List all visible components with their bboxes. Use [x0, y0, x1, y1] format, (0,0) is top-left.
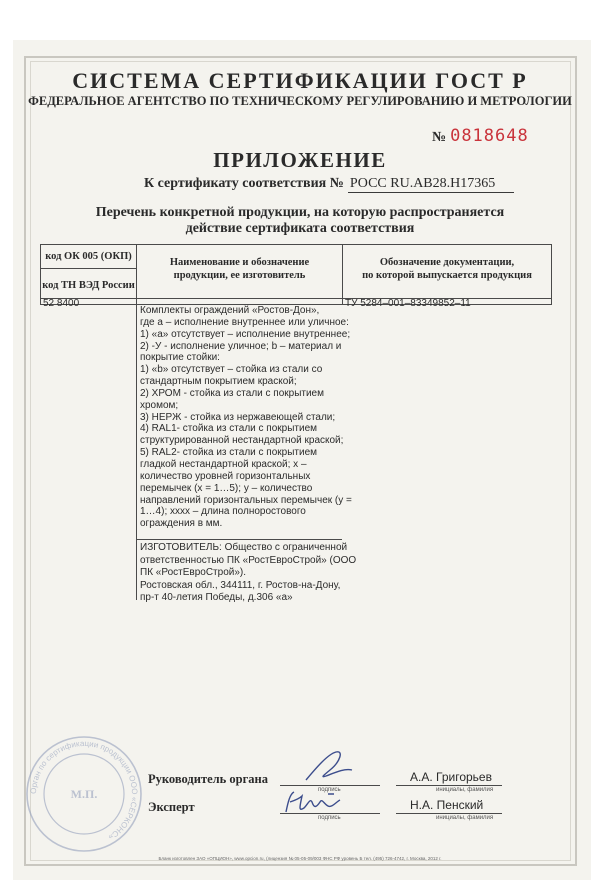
- col3-header: [343, 256, 551, 282]
- cell-line: 2) -У - исполнение уличное; b – материал и: [140, 340, 342, 352]
- cell-line: 4) RAL1- стойка из стали с покрытием: [140, 423, 318, 435]
- system-title: СИСТЕМА СЕРТИФИКАЦИИ ГОСТ Р: [72, 68, 528, 93]
- product-description: [140, 305, 352, 530]
- list-title-line2: действие сертификата соответствия: [185, 221, 415, 236]
- expert-label: Эксперт: [148, 800, 195, 814]
- list-title-line1: Перечень конкретной продукции, на которую распространяется: [95, 205, 505, 220]
- col2-header-line: Наименование и обозначение: [169, 257, 310, 268]
- cell-line: количество уровней горизонтальных: [140, 470, 311, 482]
- head-label: Руководитель органа: [148, 772, 268, 786]
- cell-line: стандартным покрытием краской;: [140, 376, 297, 388]
- table-line: [551, 244, 552, 304]
- cell-line: ПК «РостЕвроСтрой»).: [140, 567, 247, 578]
- product-code: 52 8400: [43, 298, 80, 309]
- certificate-number: РОСС RU.АВ28.Н17365: [348, 176, 514, 193]
- head-name-line: [396, 785, 502, 786]
- cell-line: Комплекты ограждений «Ростов-Дон»,: [140, 305, 320, 316]
- col2-header-line: продукции, ее изготовитель: [173, 270, 306, 281]
- cell-line: направлений горизонтальных перемычек (y =: [140, 494, 352, 506]
- table-line: [40, 268, 137, 269]
- table-line: [40, 298, 552, 299]
- printer-footer: Бланк изготовлен ЗАО «ОПЦИОН», www.opcion.ru, (лицензия № 05-05-09/003 ФНС РФ уровень Б тел. (495) 726-4742, г. Москва, 2012 г.: [158, 856, 442, 861]
- cell-line: перемычек (x = 1…5); y – количество: [140, 482, 313, 494]
- cell-line: 2) ХРОМ - стойка из стали с покрытием: [140, 387, 324, 399]
- cell-line: хромом;: [140, 399, 179, 411]
- col1-header-tnved: код ТН ВЭД России: [42, 280, 135, 291]
- head-signature: [300, 748, 360, 788]
- cell-line: ответственностью ПК «РостЕвроСтрой» (ООО: [140, 554, 357, 566]
- product-documentation: ТУ 5284–001–83349852–11: [345, 298, 471, 309]
- col3-header-line: Обозначение документации,: [379, 257, 515, 268]
- cell-line: структурированной нестандартной краской;: [140, 435, 344, 447]
- col2-header: [137, 256, 342, 282]
- cell-line: гладкой нестандартной краской; x –: [140, 458, 307, 470]
- table-line: [136, 539, 342, 540]
- cell-line: покрытие стойки:: [140, 352, 220, 364]
- col1-header-okp: код ОК 005 (ОКП): [45, 251, 132, 262]
- seal-stamp: [24, 734, 144, 854]
- certificate-reference: [144, 176, 514, 193]
- stamp-center-text: М.П.: [70, 787, 98, 801]
- form-number: [432, 126, 529, 146]
- cell-line: пр-т 40-летия Победы, д.306 «а»: [140, 592, 293, 603]
- number-prefix: №: [432, 130, 447, 145]
- col3-header-line: по которой выпускается продукция: [362, 270, 532, 281]
- document-heading: ПРИЛОЖЕНИЕ: [213, 148, 387, 172]
- expert-name-line: [396, 813, 502, 814]
- expert-name: Н.А. Пенский: [410, 798, 484, 812]
- cell-line: 1…4); хххх – длина полноростового: [140, 506, 306, 518]
- cell-line: Ростовская обл., 344111, г. Ростов-на-Дону,: [140, 579, 341, 591]
- expert-signature: [280, 786, 360, 820]
- expert-signature-caption: подпись: [318, 815, 341, 821]
- cell-line: ИЗГОТОВИТЕЛЬ: Общество с ограниченной: [140, 542, 348, 553]
- cell-line: 5) RAL2- стойка из стали с покрытием: [140, 447, 318, 459]
- agency-title: ФЕДЕРАЛЬНОЕ АГЕНТСТВО ПО ТЕХНИЧЕСКОМУ РЕГУЛИРОВАНИЮ И МЕТРОЛОГИИ: [28, 94, 572, 108]
- head-name: А.А. Григорьев: [410, 770, 492, 784]
- manufacturer-info: [140, 542, 357, 605]
- cell-line: 1) «a» отсутствует – исполнение внутреннее;: [140, 328, 351, 340]
- head-name-caption: инициалы, фамилия: [436, 787, 494, 793]
- cell-line: 3) НЕРЖ - стойка из нержавеющей стали;: [140, 411, 336, 423]
- table-line: [40, 244, 552, 245]
- stamp-ring-text: Орган по сертификации продукции ООО «СЕРКОНС»: [28, 738, 140, 842]
- cell-line: где a – исполнение внутреннее или уличное:: [140, 316, 349, 328]
- head-signature-caption: подпись: [318, 787, 341, 793]
- expert-name-caption: инициалы, фамилия: [436, 815, 494, 821]
- cell-line: ограждения в мм.: [140, 518, 223, 530]
- certificate-label: К сертификату соответствия №: [144, 176, 344, 191]
- table-line: [136, 244, 137, 600]
- cell-line: 1) «b» отсутствует – стойка из стали со: [140, 364, 323, 376]
- serial-number: 0818648: [450, 126, 529, 146]
